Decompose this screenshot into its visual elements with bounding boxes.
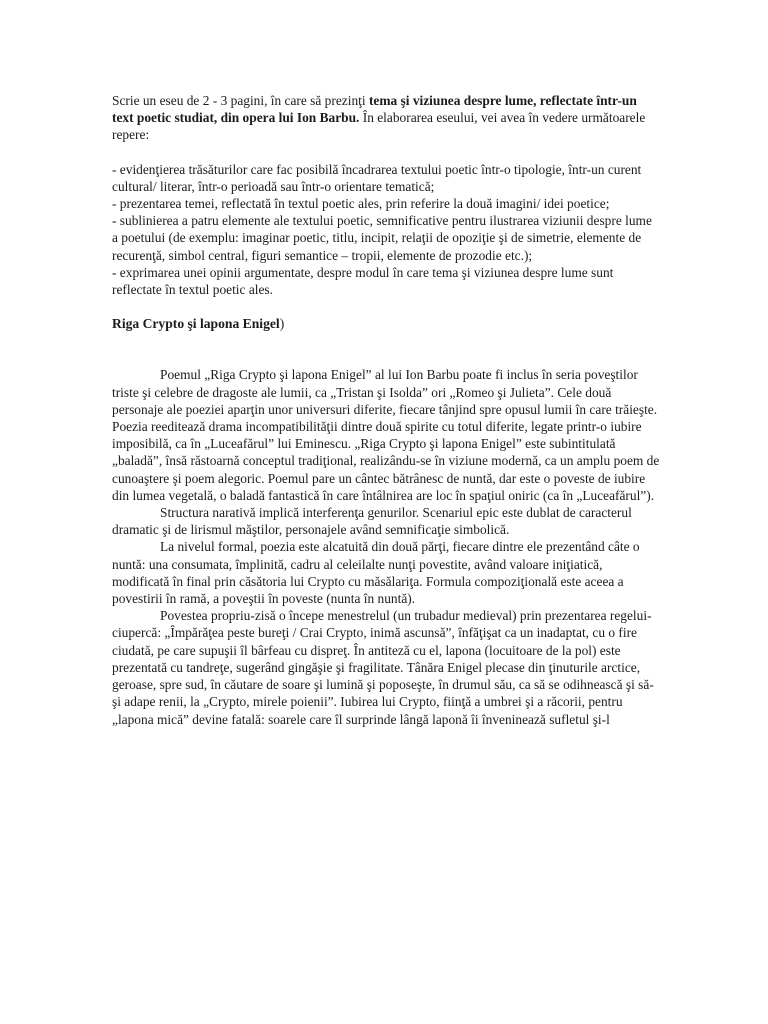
- spacer: [112, 332, 660, 349]
- essay-title-tail: ): [279, 316, 285, 332]
- essay-paragraph: Structura narativă implică interferenţa genurilor. Scenariul epic este dublat de caracterul dramatic şi de lirismul măştilor, personajele având semnificaţie simbolică.: [112, 505, 632, 538]
- criterion-item: - evidenţierea trăsăturilor care fac posibilă încadrarea textului poetic într-o tipologie, într-un curent cultural/ literar, într-o perioadă sau într-o orientare tematică;: [112, 161, 642, 194]
- essay-title-bold: Riga Crypto şi lapona Enigel: [112, 316, 280, 332]
- criterion-item: - sublinierea a patru elemente ale textului poetic, semnificative pentru ilustrarea viziunii despre lume a poetului (de exemplu: imaginar poetic, titlu, incipit, relaţii de opoziţie şi de simetrie, elemente de recurenţă, simbol central, figuri semantice – tropii, elemente de prozodie etc.);: [112, 213, 652, 263]
- document-page: [112, 92, 660, 728]
- criterion-item: - prezentarea temei, reflectată în textul poetic ales, prin referire la două imagini/ idei poetice;: [112, 196, 610, 212]
- task-prompt: [112, 92, 660, 144]
- spacer: [112, 144, 660, 161]
- essay-title: [112, 315, 660, 332]
- task-intro-text-end: În elaborarea eseului, vei avea în vedere următoarele repere:: [112, 110, 646, 143]
- criterion-item: - exprimarea unei opinii argumentate, despre modul în care tema şi viziunea despre lume sunt reflectate în textul poetic ales.: [112, 264, 614, 298]
- task-intro-bold: tema şi viziunea despre lume, reflectate într-un text poetic studiat, din opera lui Ion Barbu.: [112, 93, 637, 126]
- essay-paragraph: La nivelul formal, poezia este alcatuită din două părţi, fiecare dintre ele prezentând câte o nuntă: una consumata, împlinită, cadru al celeilalte nunţi povestite, având valoare iniţiatică, modificată în final prin căsătoria lui Crypto cu măsălariţa. Formula compoziţională este aceea a povestirii în ramă, a poveştii în poveste (nunta în nuntă).: [112, 539, 640, 607]
- spacer: [112, 298, 660, 315]
- essay-paragraph: Poemul „Riga Crypto şi lapona Enigel” al lui Ion Barbu poate fi inclus în seria poveştilor triste şi celebre de dragoste ale lumii, ca „Tristan şi Isolda” ori „Romeo şi Julieta”. Cele două personaje ale poeziei aparţin unor universuri diferite, fiecare tânjind spre opusul lumii în care trăieşte. Poezia reeditează drama incompatibilităţii dintre două spirite cu totul diferite, legate printr-o iubire imposibilă, ca în „Luceafărul” lui Eminescu. „Riga Crypto şi lapona Enigel” este subintitulată „baladă”, însă răstoarnă conceptul tradiţional, realizându-se în viziune modernă, ca un amplu poem de cunoaştere şi poem alegoric. Poemul pare un cântec bătrânesc de nuntă, dar este o poveste de iubire din lumea vegetală, o baladă fantastică în care întâlnirea are loc în spaţiul oniric (ca în „Luceafărul”).: [112, 367, 660, 503]
- task-intro-text: Scrie un eseu de 2 - 3 pagini, în care să prezinţi: [112, 93, 369, 108]
- spacer: [112, 349, 660, 366]
- essay-paragraph: Povestea propriu-zisă o începe menestrelul (un trubadur medieval) prin prezentarea regelui-ciupercă: „Împărăţea peste bureţi / Crai Crypto, inimă ascunsă”, înfăţişat ca un inadaptat, cu o fire ciudată, pe care supuşii îl bârfeau cu dispreţ. În antiteză cu el, lapona (locuitoare de la pol) este prezentată cu tandreţe, sugerând gingăşie şi fragilitate. Tânăra Enigel plecase din ţinuturile arctice, geroase, spre sud, în căutare de soare şi lumină şi poposeşte, în drumul său, ca să se odihnească şi să-şi adape renii, la „Crypto, mirele poienii”. Iubirea lui Crypto, fiinţă a umbrei şi a răcorii, pentru „lapona mică” devine fatală: soarele care îl surprinde lângă laponă îi înveninează sufletul şi-l: [112, 608, 654, 727]
